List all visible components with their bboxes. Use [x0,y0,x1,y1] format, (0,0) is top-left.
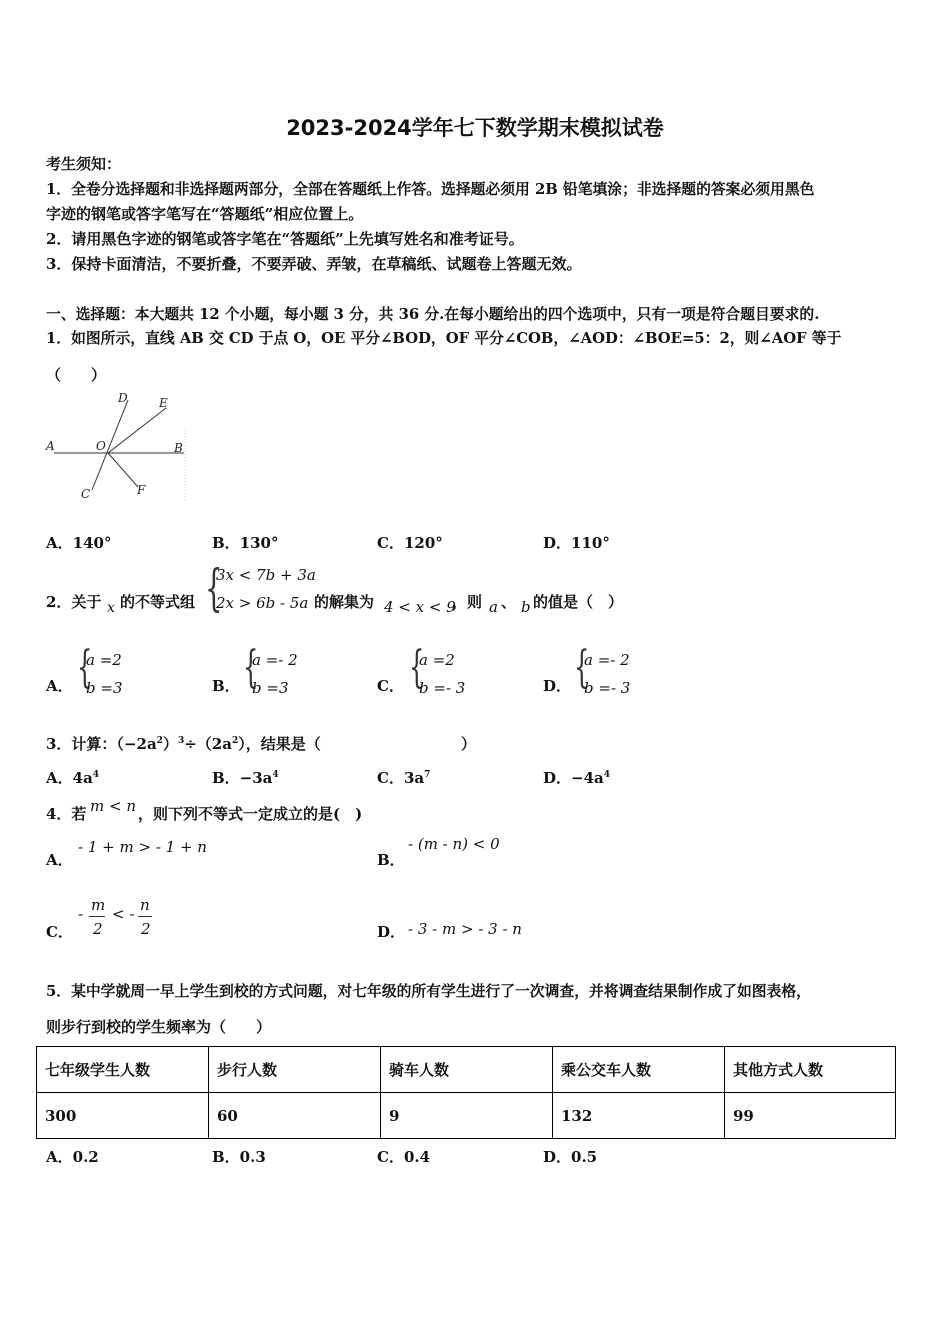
q4-condition: m < n [90,797,136,815]
q3-stem-start: 3．计算：（−2a [46,735,157,753]
q2-option-d-label: D． [543,677,572,695]
table-row [37,1093,896,1139]
q5-stem-1: 5．某中学就周一早上学生到校的方式问题，对七年级的所有学生进行了一次调查，并将调查结果制作成了如图表格， [46,983,811,1000]
q3-option-b [212,767,279,788]
q2-option-d-brace: { [574,642,590,693]
q4-option-b: - (m - n) < 0 [408,835,500,853]
q3-option-d-base: D．−4a [543,769,604,787]
q3-sup-3: 2 [231,736,239,746]
q4-option-c-minus: - [78,905,84,923]
q1-option-b: B．130° [212,534,279,552]
q2-mid2: 的解集为 [314,593,375,611]
q3-option-a-sup: 4 [92,770,100,780]
q2-option-b-label: B． [212,677,240,695]
q2-inequality-2: 2x > 6b - 5a [216,594,309,612]
q2-option-a-line1: a =2 [86,651,122,669]
q1-paren: （ ） [46,366,107,384]
q2-option-d-line2: b =- 3 [584,679,631,697]
q4-option-c-den-1: 2 [93,920,103,938]
q2-option-c-line1: a =2 [419,651,455,669]
q3-option-a [46,767,99,788]
q2-option-c-label: C． [377,677,404,695]
q4-option-c-lt: < - [112,905,135,923]
q3-option-b-sup: 4 [272,770,279,780]
q3-sup-2: 3 [177,736,185,746]
label-e: E [159,396,168,410]
q3-stem-end: ），结果是（ [238,735,321,753]
q3-stem [46,733,321,754]
q2-var-b: b [521,598,531,616]
label-o: O [96,439,106,453]
q2-option-a-label: A． [46,677,73,695]
q3-paren-close: ） [461,735,477,753]
q4-option-c-label: C． [46,923,73,941]
q3-sup-1: 2 [156,736,163,746]
ray-of [108,453,138,487]
section-heading: 一、选择题：本大题共 12 个小题，每小题 3 分，共 36 分.在每小题给出的四个选项中，只有一项是符合题目要求的. [46,306,820,323]
q4-prefix: 4．若 [46,805,87,823]
label-a: A [46,439,55,453]
q3-stem-mid: ） [162,735,178,753]
table-cell: 132 [553,1093,725,1139]
q5-option-d: D．0.5 [543,1148,598,1166]
notice-line-2: 2．请用黑色字迹的钢笔或答字笔在“答题纸”上先填写姓名和准考证号。 [46,230,524,248]
q2-system-brace: { [205,559,223,617]
table-header-cell: 骑车人数 [381,1047,553,1093]
notice-heading: 考生须知： [46,155,122,173]
table-cell: 9 [381,1093,553,1139]
q3-option-b-base: B．−3a [212,769,273,787]
table-cell: 300 [37,1093,209,1139]
q2-option-b-line1: a =- 2 [252,651,298,669]
q4-option-c-fracbar-1 [89,916,105,917]
q3-option-d-sup: 4 [603,770,610,780]
q2-suffix: 的值是（ ） [533,593,624,611]
q2-sep: 、 [501,593,517,611]
q3-option-d [543,767,610,788]
q1-option-d: D．110° [543,534,610,552]
page-title: 2023-2024学年七下数学期末模拟试卷 [286,116,664,140]
q2-solution: 4 < x < 9 [384,598,456,616]
q2-option-c-line2: b =- 3 [419,679,466,697]
q5-option-b: B．0.3 [212,1148,266,1166]
q2-mid3: ，则 [452,593,483,611]
q4-option-c-fracbar-2 [138,916,152,917]
q4-suffix: ，则下列不等式一定成立的是( ) [138,805,363,823]
ray-oe [108,408,166,453]
q3-stem-mid2: ÷（2a [184,735,232,753]
q5-option-c: C．0.4 [377,1148,431,1166]
table-header-cell: 其他方式人数 [725,1047,896,1093]
q2-option-a-line2: b =3 [86,679,123,697]
q3-option-a-base: A．4a [46,769,93,787]
label-c: C [81,487,91,501]
q4-option-b-label: B． [377,851,405,869]
notice-line-3: 3．保持卡面清洁，不要折叠，不要弄破、弄皱，在草稿纸、试题卷上答题无效。 [46,255,582,273]
label-d: D [118,391,128,405]
table-header-row [37,1047,896,1093]
table-header-cell: 步行人数 [209,1047,381,1093]
notice-line-1b: 字迹的钢笔或答字笔写在“答题纸”相应位置上。 [46,205,364,223]
table-header-cell: 乘公交车人数 [553,1047,725,1093]
q3-option-c [377,767,430,788]
notice-line-1a: 1．全卷分选择题和非选择题两部分，全部在答题纸上作答。选择题必须用 2B 铅笔填涂；非选择题的答案必须用黑色 [46,181,815,198]
q2-option-a-brace: { [77,642,93,693]
q4-option-c-den-2: 2 [141,920,151,938]
q2-option-b-brace: { [243,642,259,693]
table-header-cell: 七年级学生人数 [37,1047,209,1093]
q4-option-d-label: D． [377,923,406,941]
q4-option-c-num-m: m [91,896,106,914]
q2-option-d-line1: a =- 2 [584,651,630,669]
q2-var-x: x [107,600,115,616]
q3-option-c-sup: 7 [424,770,431,780]
q1-figure [44,390,194,505]
q2-prefix: 2．关于 [46,593,102,611]
q4-option-c-num-n: n [140,896,150,914]
q2-option-c-brace: { [409,642,425,693]
q4-option-d: - 3 - m > - 3 - n [408,920,522,938]
q5-stem-2: 则步行到校的学生频率为（ ） [46,1018,272,1036]
q5-table [36,1046,896,1139]
q1-option-c: C．120° [377,534,443,552]
table-cell: 99 [725,1093,896,1139]
q1-stem: 1．如图所示，直线 AB 交 CD 于点 O，OE 平分∠BOD，OF 平分∠COB，∠AOD：∠BOE=5：2，则∠AOF 等于 [46,330,842,347]
table-cell: 60 [209,1093,381,1139]
q2-mid: 的不等式组 [120,593,196,611]
q1-option-a: A．140° [46,534,112,552]
label-f: F [137,483,146,497]
q3-option-c-base: C．3a [377,769,425,787]
q4-option-a: - 1 + m > - 1 + n [78,838,207,856]
label-b: B [174,441,183,455]
q5-option-a: A．0.2 [46,1148,99,1166]
q2-option-b-line2: b =3 [252,679,289,697]
q2-var-a: a [489,598,498,616]
q4-option-a-label: A． [46,851,73,869]
q2-inequality-1: 3x < 7b + 3a [216,566,316,584]
